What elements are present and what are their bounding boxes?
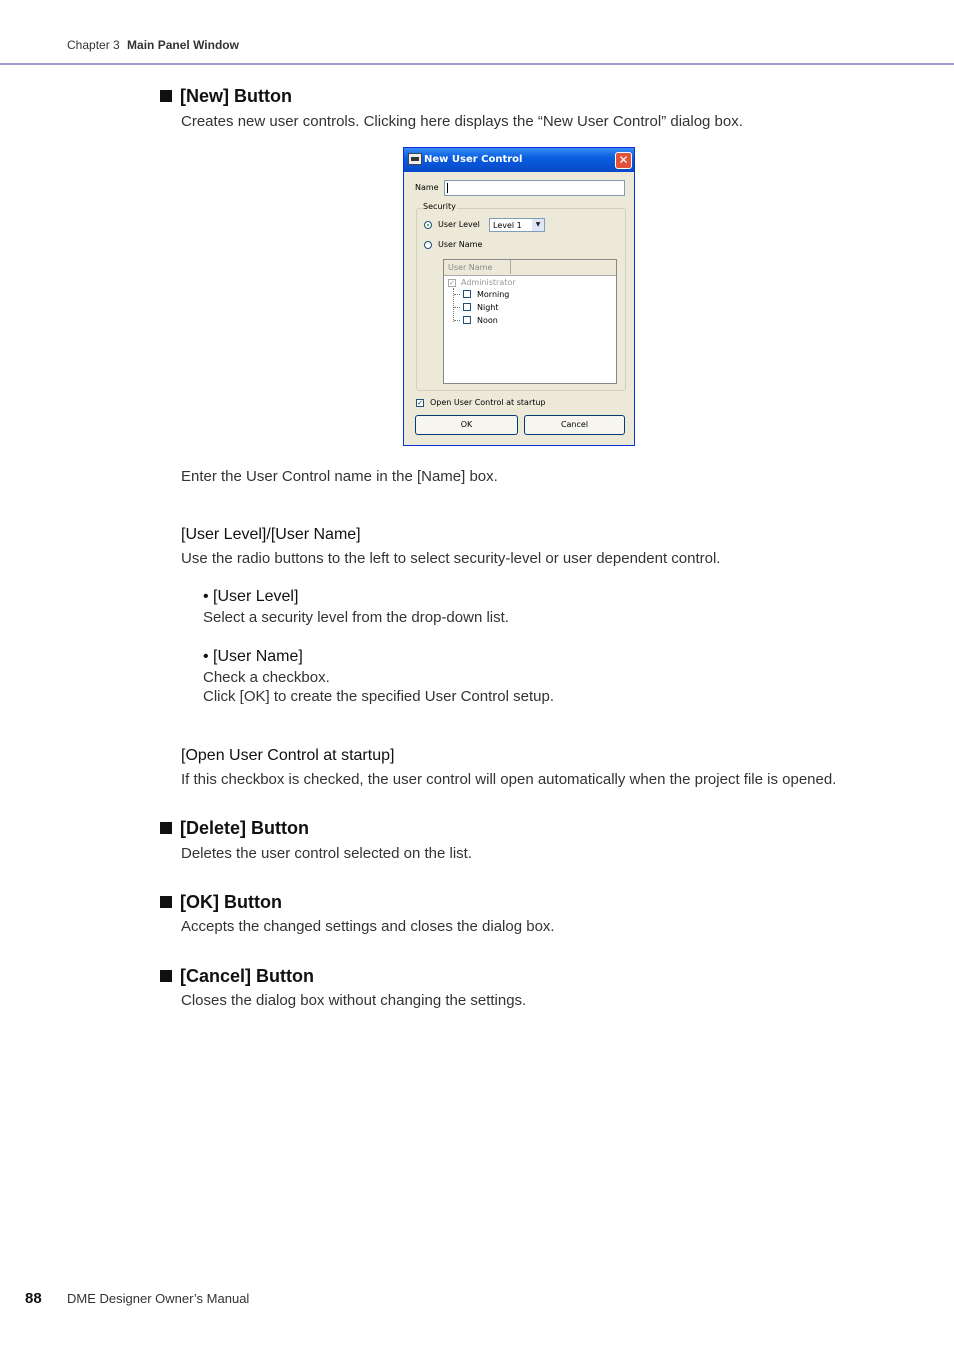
square-bullet-icon [160, 896, 172, 908]
list-item-morning: Morning [477, 290, 510, 299]
user-name-label: User Name [438, 240, 483, 249]
app-icon [408, 153, 422, 165]
startup-heading: [Open User Control at startup] [181, 747, 395, 764]
running-header [67, 38, 239, 52]
column-user-name[interactable]: User Name [444, 260, 511, 274]
morning-checkbox[interactable] [463, 290, 471, 298]
cancel-button-desc: Closes the dialog box without changing the settings. [181, 992, 527, 1009]
chapter-label: Chapter 3 [67, 38, 120, 52]
chapter-section: Main Panel Window [127, 38, 239, 52]
name-note: Enter the User Control name in the [Name] box. [181, 468, 498, 485]
bullet-user-name-desc-2: Click [OK] to create the specified User Control setup. [203, 688, 554, 705]
night-checkbox[interactable] [463, 303, 471, 311]
security-label: Security [423, 202, 456, 211]
cancel-button-heading: [Cancel] Button [160, 966, 314, 987]
user-list[interactable] [443, 259, 617, 384]
bullet-user-level-desc: Select a security level from the drop-down list. [203, 609, 509, 626]
close-icon[interactable]: ✕ [615, 152, 632, 169]
administrator-checkbox: ✓ [449, 279, 455, 287]
user-level-label: User Level [438, 220, 480, 229]
square-bullet-icon [160, 970, 172, 982]
startup-checkbox[interactable]: ✓ [417, 399, 423, 407]
list-item-night: Night [477, 303, 499, 312]
square-bullet-icon [160, 822, 172, 834]
tree-connector [454, 320, 460, 321]
tree-connector [454, 294, 460, 295]
list-item-administrator: Administrator [461, 278, 516, 287]
header-rule [0, 63, 954, 65]
new-user-control-dialog [403, 147, 635, 446]
cancel-button[interactable]: Cancel [524, 415, 625, 435]
delete-button-desc: Deletes the user control selected on the list. [181, 845, 472, 862]
chevron-down-icon: ▼ [532, 219, 544, 231]
name-input[interactable] [444, 180, 625, 196]
ok-button-heading: [OK] Button [160, 892, 282, 913]
dialog-titlebar [404, 148, 634, 172]
dialog-title: New User Control [424, 154, 523, 165]
manual-title: DME Designer Owner’s Manual [67, 1291, 250, 1306]
page-number: 88 [25, 1290, 42, 1307]
user-level-radio[interactable] [424, 221, 432, 229]
list-header [444, 260, 616, 276]
bullet-user-name-desc-1: Check a checkbox. [203, 669, 330, 686]
bullet-user-level: • [User Level] [203, 588, 299, 605]
user-level-heading: [User Level]/[User Name] [181, 526, 361, 543]
list-item-noon: Noon [477, 316, 498, 325]
name-label: Name [415, 183, 439, 192]
new-button-heading: [New] Button [160, 86, 292, 107]
ok-button-desc: Accepts the changed settings and closes the dialog box. [181, 918, 555, 935]
square-bullet-icon [160, 90, 172, 102]
level-value: Level 1 [493, 221, 522, 230]
tree-connector [454, 307, 460, 308]
user-name-radio[interactable] [424, 241, 432, 249]
delete-button-heading: [Delete] Button [160, 818, 309, 839]
startup-desc: If this checkbox is checked, the user control will open automatically when the project file is opened. [181, 771, 837, 788]
user-level-desc: Use the radio buttons to the left to select security-level or user dependent control. [181, 550, 721, 567]
startup-label: Open User Control at startup [430, 398, 546, 407]
bullet-user-name: • [User Name] [203, 648, 303, 665]
level-dropdown[interactable] [489, 218, 545, 232]
ok-button[interactable]: OK [415, 415, 518, 435]
new-button-desc: Creates new user controls. Clicking here displays the “New User Control” dialog box. [181, 113, 743, 130]
noon-checkbox[interactable] [463, 316, 471, 324]
